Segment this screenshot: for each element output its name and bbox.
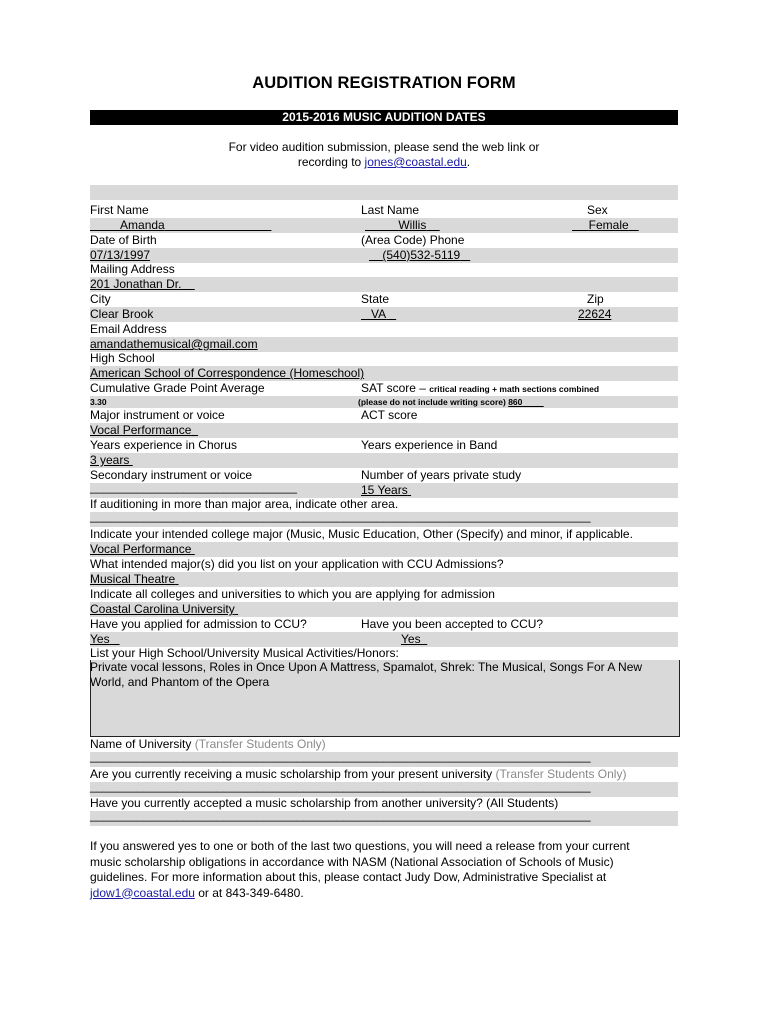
receiving-blank[interactable]: ___________________________________________________________________________ xyxy=(90,779,591,793)
first-name-label: First Name xyxy=(90,203,149,217)
other-area-blank[interactable]: ___________________________________________________________________________ xyxy=(90,509,591,523)
ccu-major-label: What intended major(s) did you list on your application with CCU Admissions? xyxy=(90,557,504,571)
phone-value[interactable]: (540)532-5119 xyxy=(382,248,461,262)
email-value-row xyxy=(90,337,678,352)
applied-value[interactable]: Yes xyxy=(90,632,110,646)
colleges-label-row xyxy=(90,587,678,602)
intro-text xyxy=(0,140,768,170)
address-label-row xyxy=(90,262,678,277)
footer-phone: or at 843-349-6480. xyxy=(194,885,304,900)
major-instrument-value-row xyxy=(90,423,678,438)
intro-line-2 xyxy=(0,155,768,170)
gpa-sat-values-row xyxy=(90,396,678,408)
footer-note xyxy=(90,839,678,901)
city-state-zip-labels-row xyxy=(90,292,678,307)
sat-label: SAT score – critical reading + math sections combined xyxy=(361,381,600,395)
other-area-blank-row xyxy=(90,509,678,527)
major-instrument-label: Major instrument or voice xyxy=(90,408,225,422)
footer-line-3: guidelines. For more information about this, please contact Judy Dow, Administrative Specialist at xyxy=(90,870,607,884)
name-labels-row xyxy=(90,203,678,218)
email-label: Email Address xyxy=(90,322,167,336)
jones-email-link[interactable]: jones@coastal.edu xyxy=(364,155,467,169)
dob-label: Date of Birth xyxy=(90,233,157,247)
intro-prefix: recording to xyxy=(297,155,365,169)
college-major-label: Indicate your intended college major (Music, Music Education, Other (Specify) and minor, if applicable. xyxy=(90,527,633,541)
intro-line-1: For video audition submission, please send the web link or xyxy=(228,140,540,154)
activities-line-2: World, and Phantom of the Opera xyxy=(90,675,270,689)
activities-line-1: Private vocal lessons, Roles in Once Upon A Mattress, Spamalot, Shrek: The Musical, Songs For A New xyxy=(90,660,643,674)
state-value[interactable]: VA xyxy=(371,307,387,321)
dob-phone-labels-row xyxy=(90,233,678,248)
ccu-major-label-row xyxy=(90,557,678,572)
dob-value[interactable]: 07/13/1997 xyxy=(90,248,151,262)
last-name-value[interactable]: Willis xyxy=(398,218,427,232)
receiving-blank-row xyxy=(90,779,678,797)
sex-value[interactable]: Female xyxy=(588,218,629,232)
email-value[interactable]: amandathemusical@gmail.com xyxy=(90,337,258,351)
high-school-label-row xyxy=(90,351,678,366)
accepted-value[interactable]: Yes xyxy=(401,632,421,646)
college-major-value-row xyxy=(90,542,678,557)
high-school-value-row xyxy=(90,366,678,381)
city-state-zip-values-row xyxy=(90,307,678,322)
city-label: City xyxy=(90,292,111,306)
major-instrument-value[interactable]: Vocal Performance xyxy=(90,423,192,437)
years-chorus-label: Years experience in Chorus xyxy=(90,438,237,452)
high-school-value[interactable]: American School of Correspondence (Homeschool) xyxy=(90,366,365,380)
major-act-labels-row xyxy=(90,408,678,423)
colleges-value-row xyxy=(90,602,678,617)
accepted-label: Have you been accepted to CCU? xyxy=(361,617,544,631)
university-blank[interactable]: ___________________________________________________________________________ xyxy=(90,749,591,763)
spacer-row xyxy=(90,185,678,200)
college-major-value[interactable]: Vocal Performance xyxy=(90,542,192,556)
years-chorus-value[interactable]: 3 years xyxy=(90,453,130,467)
university-label: Name of University (Transfer Students Only) xyxy=(90,737,326,751)
secondary-instrument-label: Secondary instrument or voice xyxy=(90,468,253,482)
name-values-row xyxy=(90,218,678,233)
gpa-label: Cumulative Grade Point Average xyxy=(90,381,265,395)
sat-note: (please do not include writing score) 860 xyxy=(358,396,544,408)
activities-text xyxy=(90,660,678,690)
zip-label: Zip xyxy=(587,292,604,306)
jdow-email-link[interactable]: jdow1@coastal.edu xyxy=(90,885,195,900)
other-area-label: If auditioning in more than major area, indicate other area. xyxy=(90,497,399,511)
secondary-instrument-blank[interactable]: _______________________________ xyxy=(90,480,297,494)
experience-values-row xyxy=(90,453,678,468)
university-blank-row xyxy=(90,749,678,767)
accepted-scholarship-blank-row xyxy=(90,808,678,826)
gpa-sat-labels-row xyxy=(90,381,678,396)
act-label: ACT score xyxy=(361,408,418,422)
form-title: AUDITION REGISTRATION FORM xyxy=(252,74,516,92)
high-school-label: High School xyxy=(90,351,155,365)
address-value[interactable]: 201 Jonathan Dr. xyxy=(90,277,182,291)
receiving-scholarship-label: Are you currently receiving a music scholarship from your present university (Transfer Students Only) xyxy=(90,767,627,781)
applied-label: Have you applied for admission to CCU? xyxy=(90,617,307,631)
activities-label-row xyxy=(90,646,678,661)
footer-line-4 xyxy=(90,886,678,902)
secondary-values-row xyxy=(90,480,678,498)
address-value-row xyxy=(90,277,678,292)
sat-value[interactable]: 860 xyxy=(508,397,523,407)
zip-value[interactable]: 22624 xyxy=(578,307,612,321)
ccu-major-value[interactable]: Musical Theatre xyxy=(90,572,176,586)
admission-values-row xyxy=(90,632,678,647)
accepted-scholarship-blank[interactable]: ___________________________________________________________________________ xyxy=(90,808,591,822)
last-name-label: Last Name xyxy=(361,203,420,217)
ccu-major-value-row xyxy=(90,572,678,587)
gpa-value[interactable]: 3.30 xyxy=(90,397,107,407)
experience-labels-row xyxy=(90,438,678,453)
colleges-label: Indicate all colleges and universities to which you are applying for admission xyxy=(90,587,495,601)
private-study-value[interactable]: 15 Years xyxy=(361,483,408,497)
intro-suffix: . xyxy=(466,155,471,169)
audition-dates-bar: 2015-2016 MUSIC AUDITION DATES xyxy=(90,110,678,125)
college-major-label-row xyxy=(90,527,678,542)
activities-label: List your High School/University Musical Activities/Honors: xyxy=(90,646,399,660)
city-value[interactable]: Clear Brook xyxy=(90,307,154,321)
private-study-label: Number of years private study xyxy=(361,468,522,482)
sex-label: Sex xyxy=(587,203,608,217)
email-label-row xyxy=(90,322,678,337)
admission-labels-row xyxy=(90,617,678,632)
years-band-label: Years experience in Band xyxy=(361,438,498,452)
mailing-address-label: Mailing Address xyxy=(90,262,175,276)
footer-line-2: music scholarship obligations in accordance with NASM (National Association of Schools of Music) xyxy=(90,854,614,869)
phone-label: (Area Code) Phone xyxy=(361,233,465,247)
dob-phone-values-row xyxy=(90,248,678,263)
footer-line-1: If you answered yes to one or both of the last two questions, you will need a release from your current xyxy=(90,839,630,853)
first-name-value[interactable]: Amanda xyxy=(120,218,165,232)
accepted-scholarship-label: Have you currently accepted a music scholarship from another university? (All Students) xyxy=(90,796,559,810)
state-label: State xyxy=(361,292,390,306)
colleges-value[interactable]: Coastal Carolina University xyxy=(90,602,235,616)
